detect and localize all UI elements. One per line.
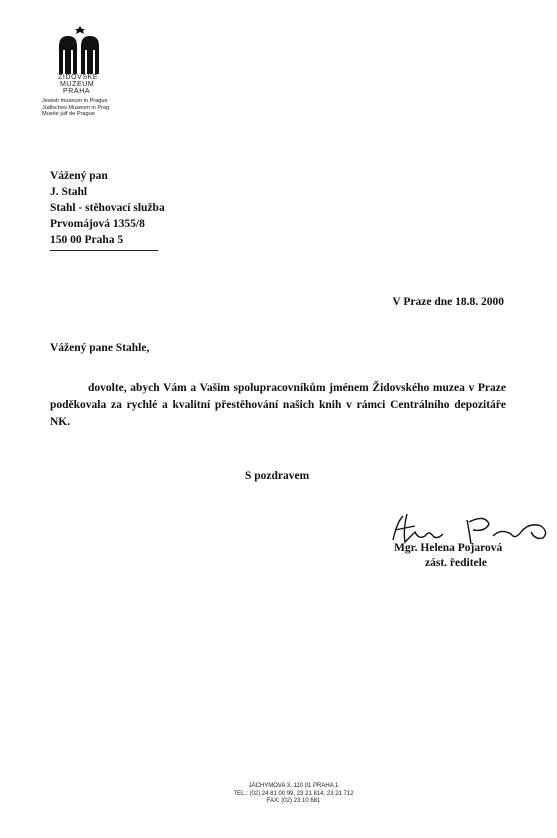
- address-line: 150 00 Praha 5: [50, 234, 124, 246]
- museum-subtitle: [40, 98, 150, 118]
- address-divider: [50, 250, 158, 251]
- letter-body: dovolte, abych Vám a Vašim spolupracovníkům jménem Židovského muzea v Praze poděkovala za rychlé a kvalitní přestěhování našich knih v rámci Centrálního depozitáře NK.: [50, 382, 506, 428]
- museum-name-line: ŽIDOVSKÉ: [58, 74, 99, 81]
- recipient-address: [50, 168, 165, 248]
- signatory-title: zást. ředitele: [425, 557, 487, 569]
- signatory-name: Mgr. Helena Pojarová: [394, 542, 503, 554]
- museum-subtitle-line: Musée juif de Prague: [42, 111, 95, 118]
- salutation: Vážený pane Stahle,: [50, 342, 150, 354]
- footer-line: FAX: (02) 23 10 681: [266, 798, 321, 804]
- museum-subtitle-line: Jüdisches Museum in Prag: [42, 104, 110, 111]
- museum-subtitle-line: Jewish museum in Prague: [42, 98, 108, 104]
- footer-contact: [0, 783, 557, 806]
- museum-building-icon: [57, 26, 103, 74]
- closing: S pozdravem: [245, 470, 310, 482]
- museum-name: [40, 74, 150, 95]
- address-line: Stahl - stěhovací služba: [50, 202, 165, 214]
- address-line: J. Stahl: [50, 186, 88, 198]
- footer-line: TEL.: (02) 24 81 00 99, 23 21 814, 23 21 712: [233, 790, 354, 797]
- date-line: V Praze dne 18.8. 2000: [392, 296, 504, 308]
- letterhead: [40, 26, 150, 118]
- address-line: Vážený pan: [50, 170, 108, 182]
- museum-name-line: PRAHA: [63, 88, 91, 95]
- address-line: Prvomájová 1355/8: [50, 218, 145, 230]
- museum-name-line: MUZEUM: [60, 81, 95, 88]
- footer-line: JÁCHYMOVA 3, 110 01 PRAHA 1: [248, 783, 339, 789]
